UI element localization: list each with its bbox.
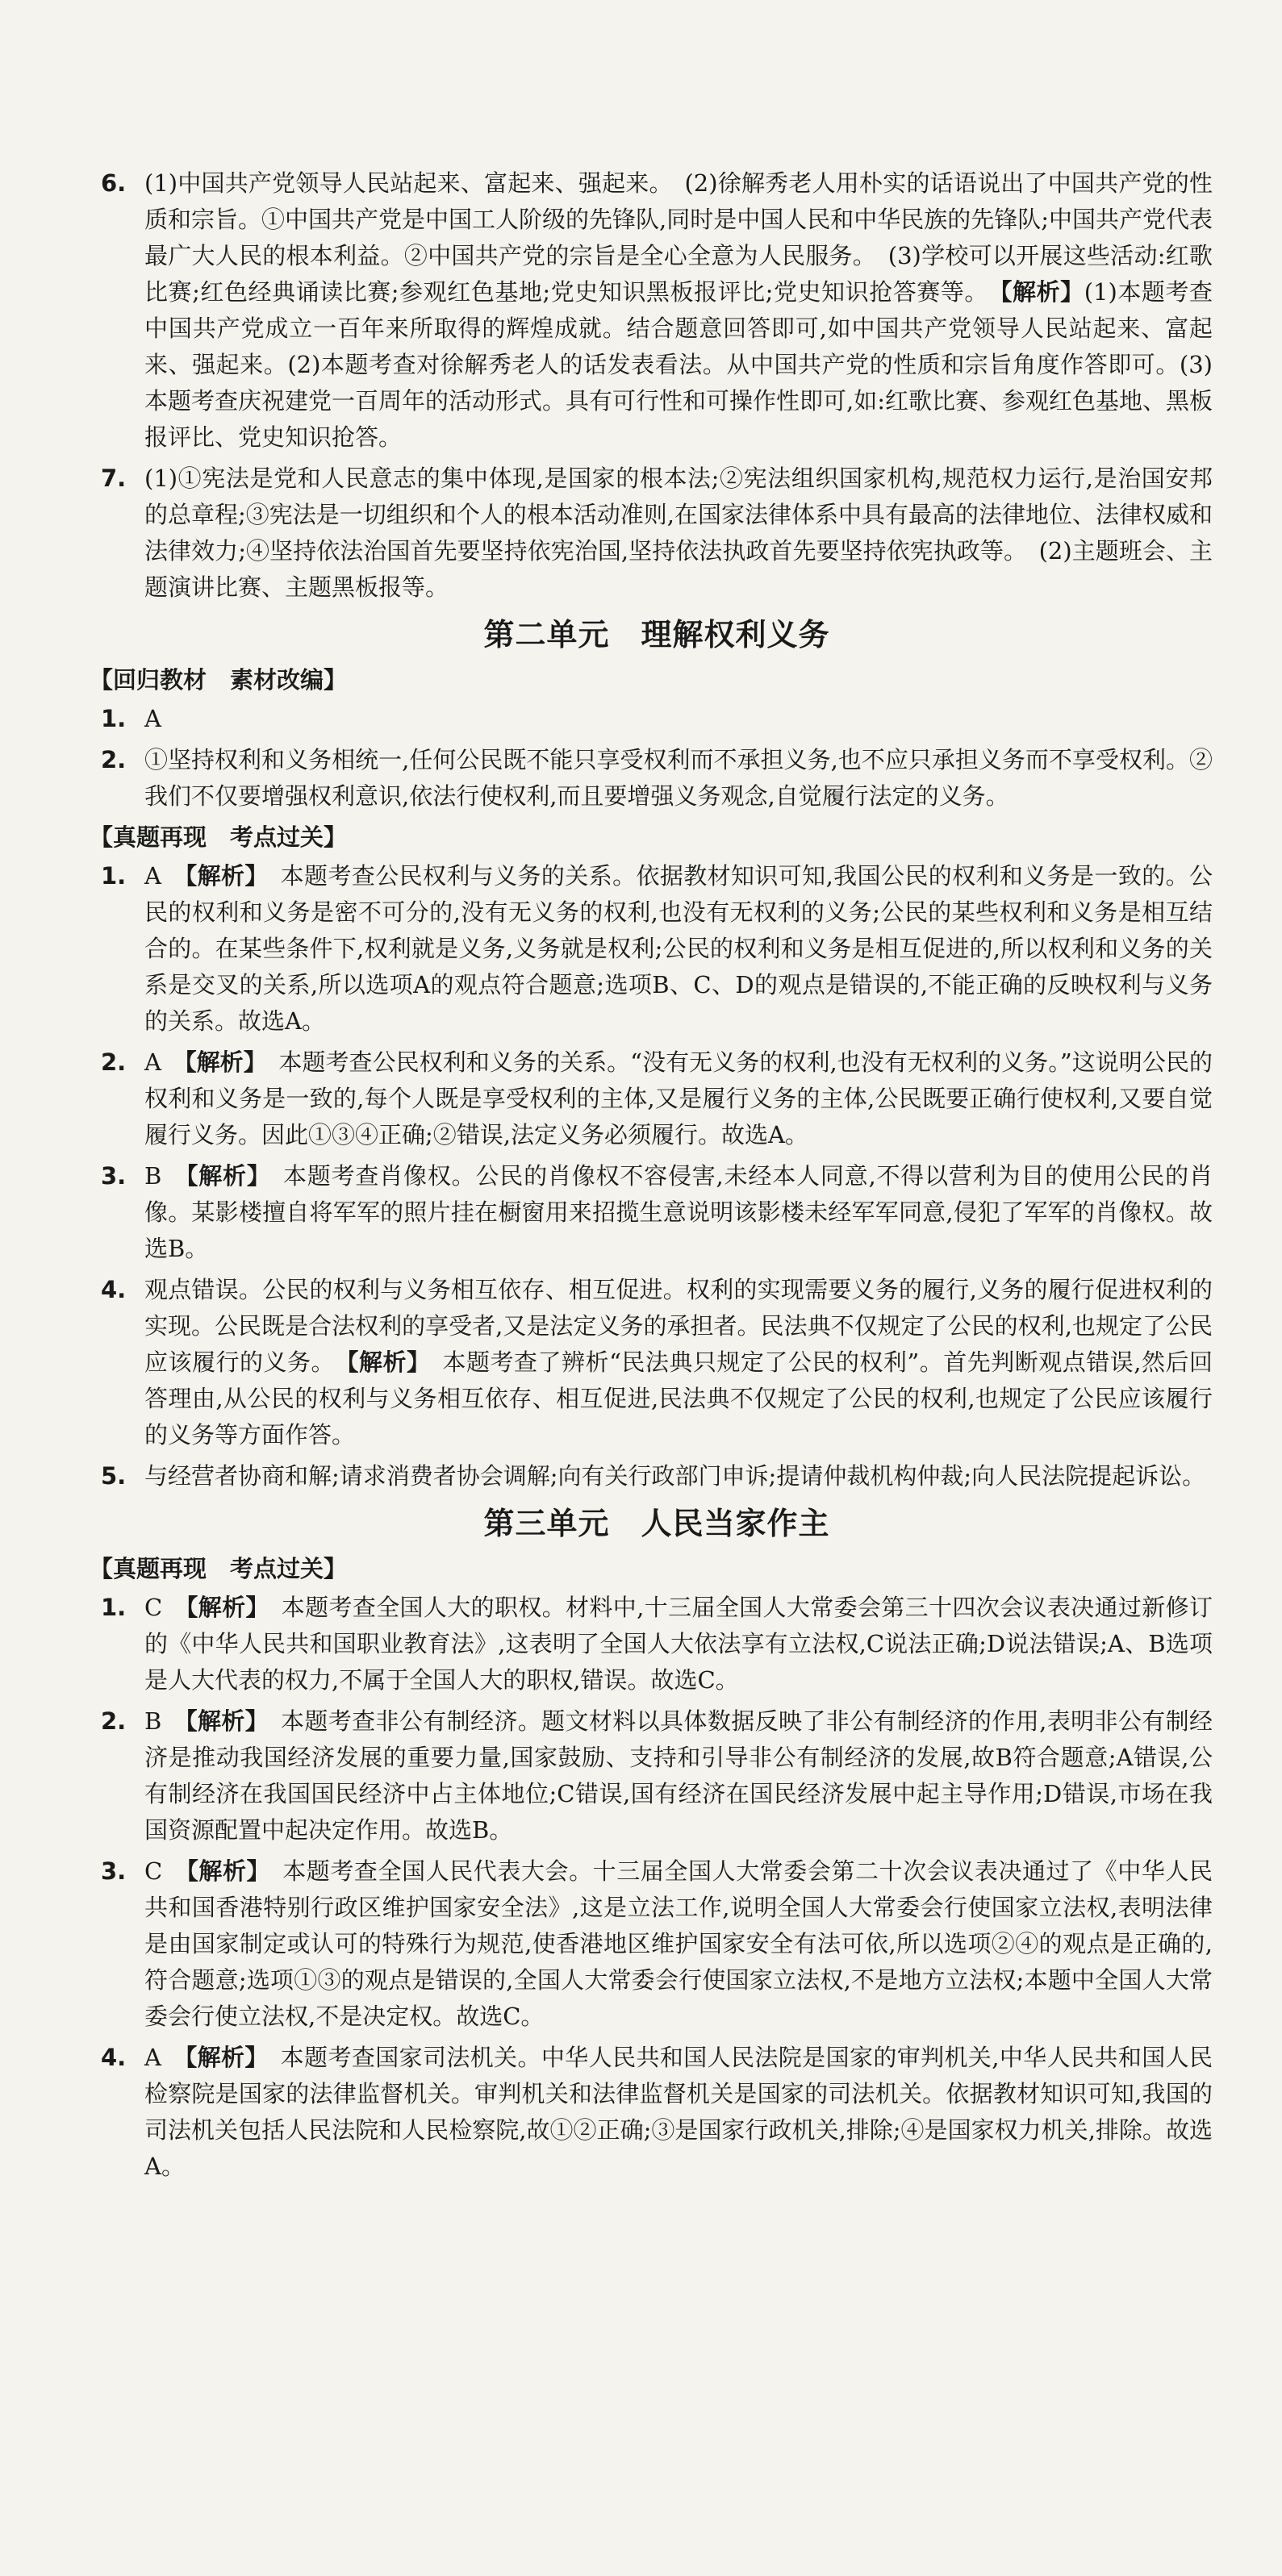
answer-text: A — [144, 2044, 186, 2071]
answer-text: 与经营者协商和解;请求消费者协会调解;向有关行政部门申诉;提请仲裁机构仲裁;向人民法院提起诉讼。 — [144, 1462, 1206, 1490]
answer-text: B — [144, 1707, 186, 1735]
answer-content — [90, 165, 1213, 2190]
answer-text: A — [144, 705, 161, 732]
answer-item — [101, 1044, 1213, 1153]
answer-item — [101, 858, 1213, 1040]
answer-item — [101, 1590, 1213, 1699]
answer-item — [101, 1853, 1213, 2035]
answer-text: 本题考查公民权利和义务的关系。“没有无义务的权利,也没有无权利的义务。”这说明公民的权利和义务是一致的,每个人既是享受权利的主体,又是履行义务的主体,公民既要正确行使权利,又要自觉履行义务。因此①③④正确;②错误,法定义务必须履行。故选A。 — [144, 1048, 1213, 1148]
answer-text: 本题考查全国人大的职权。材料中,十三届全国人大常委会第三十四次会议表决通过新修订的《中华人民共和国职业教育法》,这表明了全国人大依法享有立法权,C说法正确;D说法错误;A、B选项是人大代表的权力,不属于全国人大的职权,错误。故选C。 — [144, 1594, 1213, 1694]
answer-text: 本题考查国家司法机关。中华人民共和国人民法院是国家的审判机关,中华人民共和国人民检察院是国家的法律监督机关。审判机关和法律监督机关是国家的司法机关。依据教材知识可知,我国的司法机关包括人民法院和人民检察院,故①②正确;③是国家行政机关,排除;④是国家权力机关,排除。故选A。 — [144, 2044, 1213, 2180]
answer-number: 1. — [101, 705, 127, 732]
answer-text: 本题考查了辨析“民法典只规定了公民的权利”。首先判断观点错误,然后回答理由,从公民的权利与义务相互依存、相互促进,民法典不仅规定了公民的权利,也规定了公民应该履行的义务等方面作答。 — [144, 1348, 1213, 1448]
answer-text: (1)①宪法是党和人民意志的集中体现,是国家的根本法;②宪法组织国家机构,规范权力运行,是治国安邦的总章程;③宪法是一切组织和个人的根本活动准则,在国家法律体系中具有最高的法律地位、法律权威和法律效力;④坚持依法治国首先要坚持依宪治国,坚持依法执政首先要坚持依宪执政等。 (2)主题班会、主题演讲比赛、主题黑板报等。 — [144, 465, 1213, 601]
analysis-label: 【解析】 — [347, 1348, 420, 1376]
analysis-label: 【解析】 — [186, 1162, 260, 1190]
answer-text: C — [144, 1857, 187, 1885]
analysis-label: 【解析】 — [186, 1707, 257, 1735]
answer-text: 本题考查肖像权。公民的肖像权不容侵害,未经本人同意,不得以营利为目的使用公民的肖像。某影楼擅自将军军的照片挂在橱窗用来招揽生意说明该影楼未经军军同意,侵犯了军军的肖像权。故选B。 — [144, 1162, 1213, 1262]
answer-text: C — [144, 1594, 186, 1621]
answer-text: 本题考查全国人民代表大会。十三届全国人大常委会第二十次会议表决通过了《中华人民共和国香港特别行政区维护国家安全法》,这是立法工作,说明全国人大常委会行使国家立法权,表明法律是由国家制定或认可的特殊行为规范,使香港地区维护国家安全有法可依,所以选项②④的观点是正确的,符合题意;选项①③的观点是错误的,全国人大常委会行使国家立法权,不是地方立法权;本题中全国人大常委会行使立法权,不是决定权。故选C。 — [144, 1857, 1213, 2030]
answer-text: 本题考查公民权利与义务的关系。依据教材知识可知,我国公民的权利和义务是一致的。公民的权利和义务是密不可分的,没有无义务的权利,也没有无权利的义务;公民的某些权利和义务是相互结合的。在某些条件下,权利就是义务,义务就是权利;公民的权利和义务是相互促进的,所以权利和义务的关系是交叉的关系,所以选项A的观点符合题意;选项B、C、D的观点是错误的,不能正确的反映权利与义务的关系。故选A。 — [144, 862, 1213, 1035]
unit2-section-exam: 【真题再现 考点过关】 — [90, 823, 348, 851]
answer-item — [101, 1158, 1213, 1267]
answer-number: 1. — [101, 862, 127, 890]
analysis-label: 【解析】 — [185, 2044, 257, 2071]
answer-number: 3. — [101, 1857, 127, 1885]
answer-number: 2. — [101, 1707, 127, 1735]
unit2-exam-answers — [101, 858, 1213, 1494]
answer-item — [101, 461, 1213, 606]
answer-number: 2. — [101, 1048, 127, 1076]
answer-text: A — [144, 862, 186, 890]
analysis-label: 【解析】 — [186, 1594, 258, 1621]
answer-text: (1)中国共产党领导人民站起来、富起来、强起来。 (2)徐解秀老人用朴实的话语说出了中国共产党的性质和宗旨。①中国共产党是中国工人阶级的先锋队,同时是中国人民和中华民族的先锋队;中国共产党代表最广大人民的根本利益。②中国共产党的宗旨是全心全意为人民服务。 (3)学校可以开展这些活动:红歌比赛;红色经典诵读比赛;参观红色基地;党史知识黑板报评比;党史知识抢答赛等。 — [144, 169, 1213, 306]
answer-text: 本题考查非公有制经济。题文材料以具体数据反映了非公有制经济的作用,表明非公有制经济是推动我国经济发展的重要力量,国家鼓励、支持和引导非公有制经济的发展,故B符合题意;A错误,公有制经济在我国国民经济中占主体地位;C错误,国有经济在国民经济发展中起主导作用;D错误,市场在我国资源配置中起决定作用。故选B。 — [144, 1707, 1213, 1844]
answer-text: B — [144, 1162, 186, 1190]
answer-number: 6. — [101, 169, 127, 197]
answer-number: 4. — [101, 1276, 127, 1303]
answer-item — [101, 1703, 1213, 1849]
analysis-label: 【解析】 — [185, 1048, 256, 1076]
unit1-answers — [101, 165, 1213, 606]
answer-item — [101, 701, 1213, 737]
answer-number: 4. — [101, 2044, 127, 2071]
answer-text: ①坚持权利和义务相统一,任何公民既不能只享受权利而不承担义务,也不应只承担义务而不享受权利。②我们不仅要增强权利意识,依法行使权利,而且要增强义务观念,自觉履行法定的义务。 — [144, 746, 1213, 810]
answer-item — [101, 165, 1213, 456]
answer-text: (1)本题考查中国共产党成立一百年来所取得的辉煌成就。结合题意回答即可,如中国共产党领导人民站起来、富起来、强起来。(2)本题考查对徐解秀老人的话发表看法。从中国共产党的性质和宗旨角度作答即可。(3)本题考查庆祝建党一百周年的活动形式。具有可行性和可操作性即可,如:红歌比赛、参观红色基地、黑板报评比、党史知识抢答。 — [144, 278, 1213, 451]
answer-number: 7. — [101, 465, 127, 492]
unit2-textbook-answers — [101, 701, 1213, 815]
unit3-section-exam: 【真题再现 考点过关】 — [90, 1555, 348, 1582]
unit3-title: 第三单元 人民当家作主 — [483, 1506, 830, 1541]
analysis-label: 【解析】 — [1000, 278, 1084, 306]
answer-text: A — [144, 1048, 186, 1076]
answer-number: 1. — [101, 1594, 127, 1621]
unit2-section-textbook: 【回归教材 素材改编】 — [90, 666, 348, 694]
analysis-label: 【解析】 — [186, 1857, 259, 1885]
answer-item — [101, 742, 1213, 815]
analysis-label: 【解析】 — [185, 862, 257, 890]
answer-item — [101, 2040, 1213, 2185]
answer-number: 2. — [101, 746, 127, 773]
answer-text: 观点错误。公民的权利与义务相互依存、相互促进。权利的实现需要义务的履行,义务的履行促进权利的实现。公民既是合法权利的享受者,又是法定义务的承担者。民法典不仅规定了公民的权利,也规定了公民应该履行的义务。 — [144, 1276, 1213, 1376]
answer-item — [101, 1272, 1213, 1453]
unit3-exam-answers — [101, 1590, 1213, 2185]
unit2-title: 第二单元 理解权利义务 — [483, 617, 830, 652]
answer-number: 3. — [101, 1162, 127, 1190]
answer-item — [101, 1458, 1213, 1494]
answer-number: 5. — [101, 1462, 127, 1490]
